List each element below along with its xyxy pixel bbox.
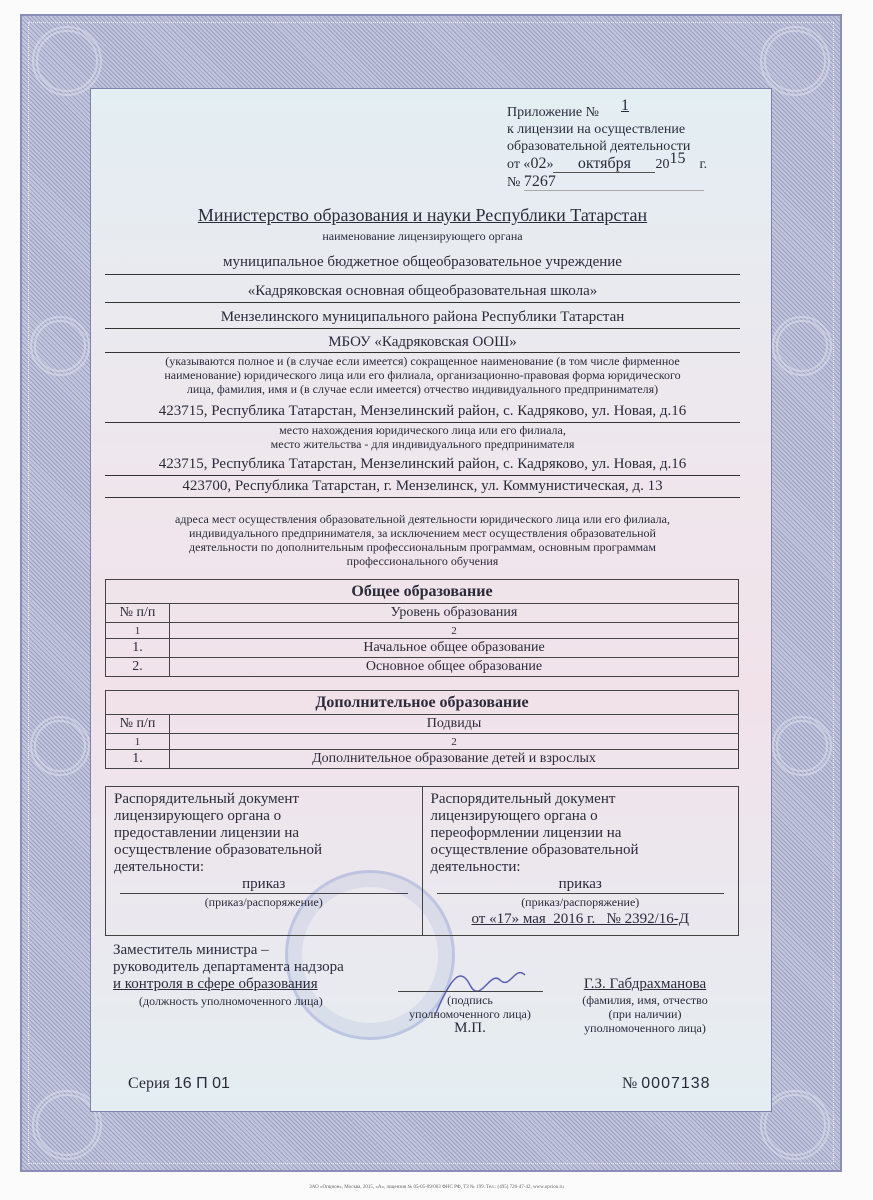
license-number: 7267 (524, 173, 704, 191)
date-year: 15 (669, 150, 686, 167)
date-prefix: от « (507, 157, 531, 172)
activity-caption: адреса мест осуществления образовательной деятельности юридического лица или его филиала, индивидуального предпринимателя, за исключением мест осуществления образовательной деятельности по дополнительным профессиональным программам, основным программам профессионального обучения (175, 512, 670, 568)
number-label: № (507, 175, 521, 190)
general-education-table: Общее образование № п/п Уровень образования 1 2 1. Начальное общее образование 2. Основное общее образование (105, 579, 739, 677)
additional-education-table: Дополнительное образование № п/п Подвиды 1 2 1. Дополнительное образование детей и взрослых (105, 690, 739, 769)
year-prefix: 20 (655, 157, 670, 172)
appendix-line: к лицензии на осуществление (507, 122, 686, 137)
activity-address: 423715, Республика Татарстан, Мензелинский район, с. Кадряково, ул. Новая, д.16 (158, 456, 687, 472)
series: Серия 16 П 01 (128, 1075, 230, 1092)
table-row: 1. Дополнительное образование детей и взрослых (106, 750, 739, 769)
licensee-line: муниципальное бюджетное общеобразовательное учреждение (223, 254, 622, 270)
signature-caption: (подпись уполномоченного лица) М.П. (409, 993, 531, 1036)
signatory-position: Заместитель министра – руководитель департамента надзора и контроля в сфере образования (должность уполномоченного лица) (113, 942, 344, 1008)
licensee-line: МБОУ «Кадряковская ООШ» (328, 334, 517, 350)
signatory-name: Г.З. Габдрахманова (фамилия, имя, отчество (при наличии) уполномоченного лица) (582, 976, 708, 1035)
date-day: 02 (530, 155, 547, 172)
table-row: 1. Начальное общее образование (106, 639, 739, 658)
date-month: октября (553, 155, 655, 173)
licensee-caption: (указываются полное и (в случае если имеется) сокращенное наименование (в том числе фирменное наименование) юридического лица или его филиала, организационно-правовая форма юридического лица, фамилия, имя и (в случае если имеется) отчество индивидуального предпринимателя) (164, 354, 681, 396)
appendix-line: образовательной деятельности (507, 139, 691, 154)
appendix-block (507, 97, 708, 191)
appendix-label: Приложение № (507, 105, 599, 120)
authority-name: Министерство образования и науки Республики Татарстан (197, 205, 648, 225)
appendix-number: 1 (621, 97, 629, 114)
table-row: 2. Основное общее образование (106, 658, 739, 677)
location-caption: место нахождения юридического лица или его филиала, место жительства - для индивидуального предпринимателя (270, 423, 575, 451)
table-title: Общее образование (106, 580, 739, 604)
reissue-document: Распорядительный документ лицензирующего органа о переоформлении лицензии на осуществление образовательной деятельности: приказ (приказ/распоряжение) от «17» мая 2016 г. № 2392/16-Д (422, 787, 739, 935)
printer-footer: ЗАО «Опцион», Москва, 2015, «А», лицензия № 05-05-09/003 ФНС РФ, ТЗ № 199. Тел.: (495) 726-47-42, www.opcion.ru (309, 1185, 564, 1190)
blank-number: № 0007138 (622, 1075, 711, 1092)
date-mid: » (546, 157, 554, 172)
documents-table (105, 786, 739, 936)
year-suffix: г. (699, 157, 708, 172)
licensee-line: Мензелинского муниципального района Республики Татарстан (220, 309, 625, 325)
table-title: Дополнительное образование (106, 691, 739, 715)
licensee-line: «Кадряковская основная общеобразовательная школа» (247, 283, 598, 299)
authority-caption: наименование лицензирующего органа (322, 229, 523, 243)
location-address: 423715, Республика Татарстан, Мензелинский район, с. Кадряково, ул. Новая, д.16 (158, 403, 687, 419)
activity-address: 423700, Республика Татарстан, г. Мензелинск, ул. Коммунистическая, д. 13 (182, 478, 663, 494)
grant-document: Распорядительный документ лицензирующего органа о предоставлении лицензии на осуществление образовательной деятельности: приказ (приказ/распоряжение) (106, 787, 422, 935)
